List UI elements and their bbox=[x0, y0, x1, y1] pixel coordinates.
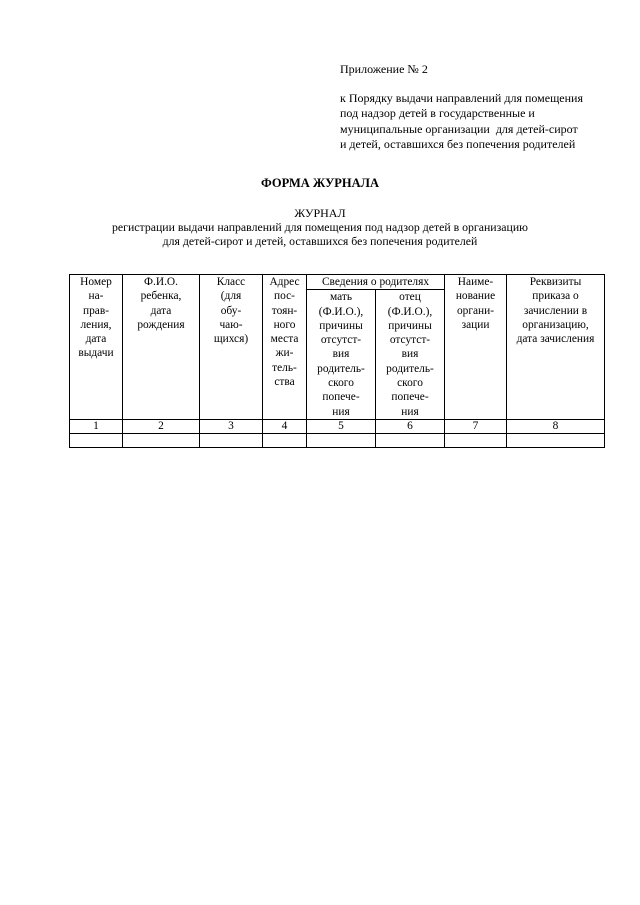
column-number-cell: 3 bbox=[200, 419, 263, 433]
annex-line: под надзор детей в государственные и bbox=[340, 106, 535, 120]
empty-cell bbox=[376, 433, 445, 447]
column-number-cell: 2 bbox=[123, 419, 200, 433]
header-cell-mother: мать (Ф.И.О.), причины отсутст- вия родитель- ского попече- ния bbox=[307, 290, 376, 420]
empty-cell bbox=[200, 433, 263, 447]
column-number-cell: 5 bbox=[307, 419, 376, 433]
header-cell-father: отец (Ф.И.О.), причины отсутст- вия родитель- ского попече- ния bbox=[376, 290, 445, 420]
annex-line: и детей, оставшихся без попечения родителей bbox=[340, 137, 576, 151]
journal-heading bbox=[0, 206, 640, 248]
registration-table bbox=[69, 274, 605, 448]
header-cell-address: Адрес пос- тоян- ного места жи- тель- ства bbox=[263, 275, 307, 420]
column-number-cell: 6 bbox=[376, 419, 445, 433]
annex-line: муниципальные организации для детей-сирот bbox=[340, 121, 578, 136]
journal-subtitle-line: регистрации выдачи направлений для помещения под надзор детей в организацию bbox=[112, 220, 528, 234]
header-cell-organization: Наиме- нование органи- зации bbox=[445, 275, 507, 420]
table-header-row bbox=[70, 275, 605, 290]
column-number-cell: 7 bbox=[445, 419, 507, 433]
empty-data-row bbox=[70, 433, 605, 447]
empty-cell bbox=[70, 433, 123, 447]
header-cell-number: Номер на- прав- ления, дата выдачи bbox=[70, 275, 123, 420]
empty-cell bbox=[123, 433, 200, 447]
empty-cell bbox=[307, 433, 376, 447]
header-cell-order-details: Реквизиты приказа о зачислении в организацию, дата зачисления bbox=[507, 275, 605, 420]
annex-line: к Порядку выдачи направлений для помещения bbox=[340, 90, 583, 105]
header-cell-class: Класс (для обу- чаю- щихся) bbox=[200, 275, 263, 420]
empty-cell bbox=[263, 433, 307, 447]
empty-cell bbox=[445, 433, 507, 447]
journal-subtitle-line: для детей-сирот и детей, оставшихся без попечения родителей bbox=[162, 234, 478, 248]
header-cell-child-name: Ф.И.О. ребенка, дата рождения bbox=[123, 275, 200, 420]
column-number-cell: 4 bbox=[263, 419, 307, 433]
annex-number: Приложение № 2 bbox=[340, 62, 428, 76]
header-cell-parents-group: Сведения о родителях bbox=[307, 275, 445, 290]
journal-title: ЖУРНАЛ bbox=[294, 206, 346, 220]
column-number-cell: 8 bbox=[507, 419, 605, 433]
column-number-cell: 1 bbox=[70, 419, 123, 433]
form-title: ФОРМА ЖУРНАЛА bbox=[260, 176, 380, 190]
annex-block bbox=[340, 62, 620, 153]
empty-cell bbox=[507, 433, 605, 447]
column-number-row bbox=[70, 419, 605, 433]
